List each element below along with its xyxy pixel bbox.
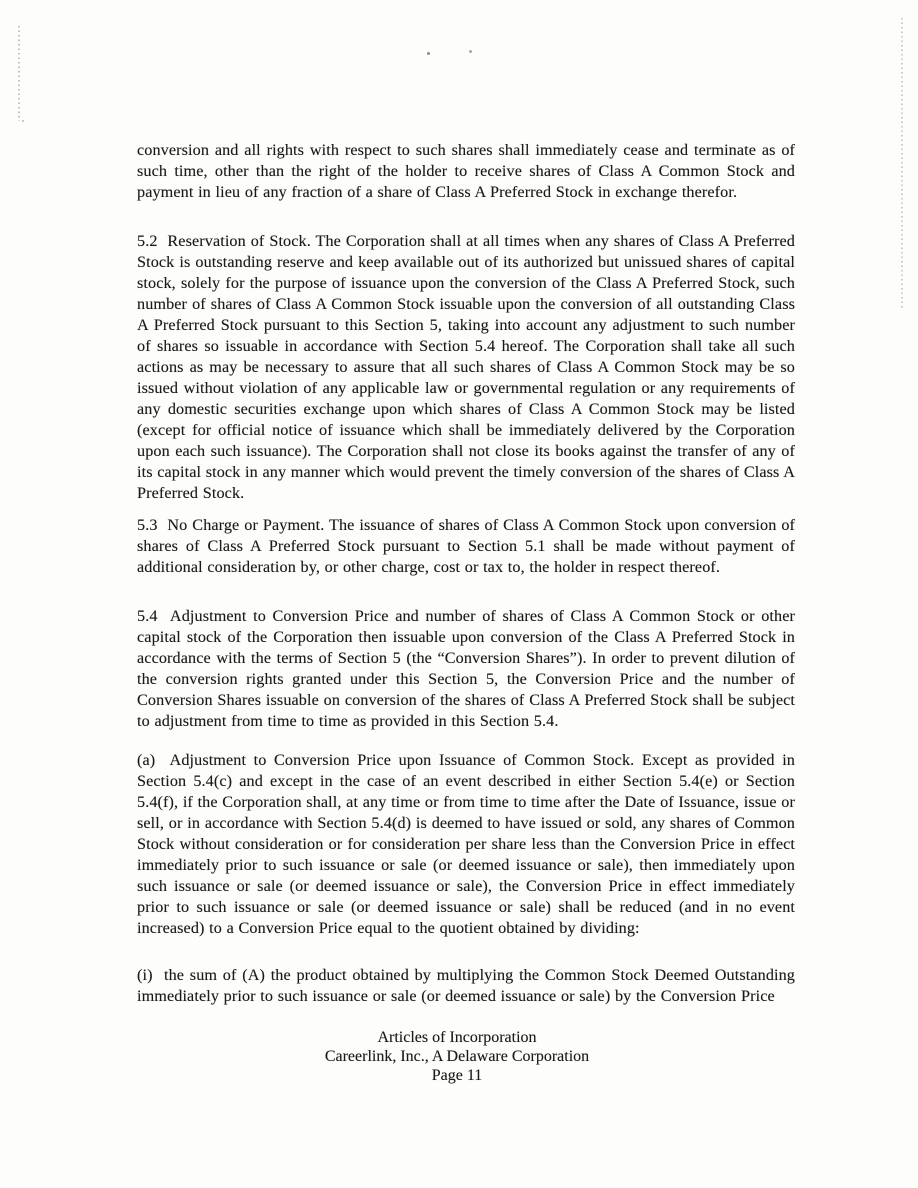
scan-speck (427, 52, 430, 55)
scan-artifact-right-edge (901, 18, 903, 310)
paragraph-section-5-4-adjustment-to-conversion-price: 5.4 Adjustment to Conversion Price and number of shares of Class A Common Stock or other capital stock of the Corporation then issuable upon conversion of the Class A Preferred Stock in accordance with the terms of Section 5 (the “Conversion Shares”). In order to prevent dilution of the conversion rights granted under this Section 5, the Conversion Price and the number of Conversion Shares issuable on conversion of the shares of Class A Preferred Stock shall be subject to adjustment from time to time as provided in this Section 5.4. (137, 607, 795, 730)
scan-artifact-left-edge (18, 26, 20, 121)
paragraph-section-5-3-no-charge-or-payment: 5.3 No Charge or Payment. The issuance of shares of Class A Common Stock upon conversion of shares of Class A Preferred Stock pursuant to Section 5.1 shall be made without payment of additional consideration by, or other charge, cost or tax to, the holder in respect thereof. (137, 516, 795, 576)
paragraph-section-5-2-reservation-of-stock: 5.2 Reservation of Stock. The Corporation shall at all times when any shares of Class A Preferred Stock is outstanding reserve and keep available out of its authorized but unissued shares of capital stock, solely for the purpose of issuance upon the conversion of the Class A Preferred Stock, such number of shares of Class A Common Stock issuable upon the conversion of all outstanding Class A Preferred Stock pursuant to this Section 5, taking into account any adjustment to such number of shares so issuable in accordance with Section 5.4 hereof. The Corporation shall take all such actions as may be necessary to assure that all such shares of Class A Common Stock may be so issued without violation of any applicable law or governmental regulation or any requirements of any domestic securities exchange upon which shares of Class A Common Stock may be listed (except for official notice of issuance which shall be immediately delivered by the Corporation upon each such issuance). The Corporation shall not close its books against the transfer of any of its capital stock in any manner which would prevent the timely conversion of the shares of Class A Preferred Stock. (137, 232, 796, 502)
footer-document-title: Articles of Incorporation (377, 1029, 537, 1046)
scan-speck (22, 120, 24, 122)
footer-company-name: Careerlink, Inc., A Delaware Corporation (324, 1048, 590, 1065)
page-footer (100, 1028, 814, 1085)
scan-speck (469, 50, 472, 53)
paragraph-5-4-a-adjustment-upon-issuance: (a) Adjustment to Conversion Price upon Issuance of Common Stock. Except as provided in Section 5.4(c) and except in the case of an event described in either Section 5.4(e) or Section 5.4(f), if the Corporation shall, at any time or from time to time after the Date of Issuance, issue or sell, or in accordance with Section 5.4(d) is deemed to have issued or sold, any shares of Common Stock without consideration or for consideration per share less than the Conversion Price in effect immediately prior to such issuance or sale (or deemed issuance or sale), then immediately upon such issuance or sale (or deemed issuance or sale), the Conversion Price in effect immediately prior to such issuance or sale (or deemed issuance or sale) shall be reduced (and in no event increased) to a Conversion Price equal to the quotient obtained by dividing: (137, 751, 795, 937)
paragraph-conversion-continuation: conversion and all rights with respect to such shares shall immediately cease and terminate as of such time, other than the right of the holder to receive shares of Class A Common Stock and payment in lieu of any fraction of a share of Class A Preferred Stock in exchange therefor. (137, 141, 795, 201)
footer-page-number: Page 11 (431, 1067, 483, 1084)
paragraph-5-4-a-i-sum-clause: (i) the sum of (A) the product obtained by multiplying the Common Stock Deemed Outstanding immediately prior to such issuance or sale (or deemed issuance or sale) by the Conversion Price (137, 966, 795, 1005)
